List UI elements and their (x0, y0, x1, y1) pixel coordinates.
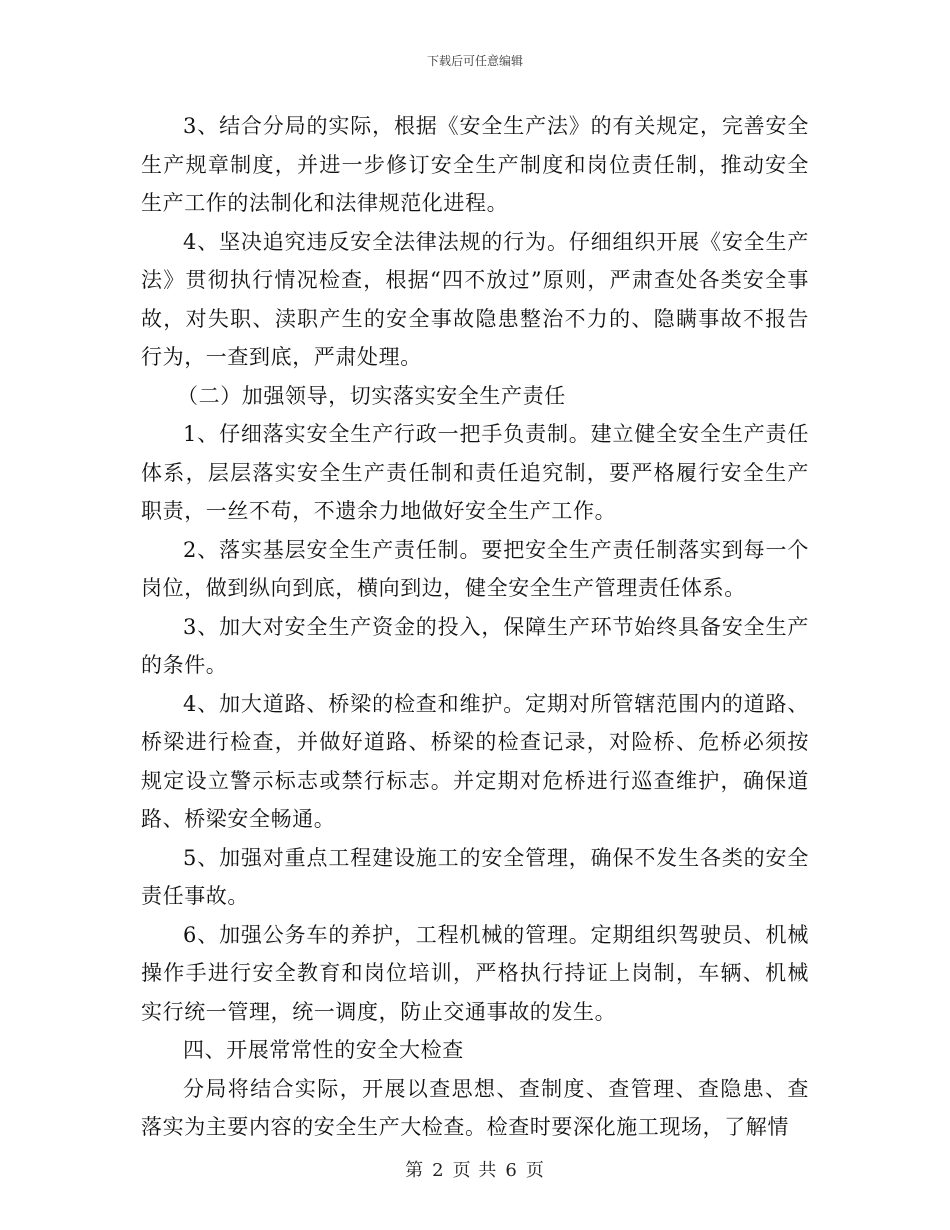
current-page-number: 2 (432, 1160, 445, 1181)
paragraph-item-1: 1、仔细落实安全生产行政一把手负责制。建立健全安全生产责任体系，层层落实安全生产责任制和责任追究制，要严格履行安全生产职责，一丝不苟，不遗余力地做好安全生产工作。 (141, 422, 809, 523)
paragraph-item-3: 3、结合分局的实际，根据《安全生产法》的有关规定，完善安全生产规章制度，并进一步修订安全生产制度和岗位责任制，推动安全生产工作的法制化和法律规范化进程。 (141, 114, 809, 215)
document-body (141, 107, 809, 1147)
footer-prefix: 第 (405, 1160, 425, 1181)
paragraph-item-4: 4、坚决追究违反安全法律法规的行为。仔细组织开展《安全生产法》贯彻执行情况检查，根据“四不放过”原则，严肃查处各类安全事故，对失职、渎职产生的安全事故隐患整治不力的、隐瞒事故不报告行为，一查到底，严肃处理。 (141, 229, 809, 369)
page-footer (0, 1156, 950, 1182)
paragraph-item-2: 2、落实基层安全生产责任制。要把安全生产责任制落实到每一个岗位，做到纵向到底，横向到边，健全安全生产管理责任体系。 (141, 537, 809, 600)
footer-middle: 页 共 (452, 1160, 498, 1181)
total-pages-number: 6 (505, 1160, 518, 1181)
paragraph-item-6: 6、加强公务车的养护，工程机械的管理。定期组织驾驶员、机械操作手进行安全教育和岗位培训，严格执行持证上岗制，车辆、机械实行统一管理，统一调度，防止交通事故的发生。 (141, 922, 809, 1024)
section-heading-2: （二）加强领导，切实落实安全生产责任 (177, 383, 566, 408)
section-heading-4: 四、开展常常性的安全大检查 (183, 1038, 464, 1062)
page-header: 下载后可任意编辑 (426, 54, 523, 68)
paragraph-item-5: 5、加强对重点工程建设施工的安全管理，确保不发生各类的安全责任事故。 (141, 845, 809, 908)
footer-suffix: 页 (525, 1160, 545, 1181)
paragraph-item-3b: 3、加大对安全生产资金的投入，保障生产环节始终具备安全生产的条件。 (141, 614, 809, 677)
paragraph-item-4b: 4、加大道路、桥梁的检查和维护。定期对所管辖范围内的道路、桥梁进行检查，并做好道路、桥梁的检查记录，对险桥、危桥必须按规定设立警示标志或禁行标志。并定期对危桥进行巡查维护，确保道路、桥梁安全畅通。 (141, 691, 809, 831)
paragraph-inspection: 分局将结合实际，开展以查思想、查制度、查管理、查隐患、查落实为主要内容的安全生产大检查。检查时要深化施工现场，了解情 (141, 1076, 809, 1139)
